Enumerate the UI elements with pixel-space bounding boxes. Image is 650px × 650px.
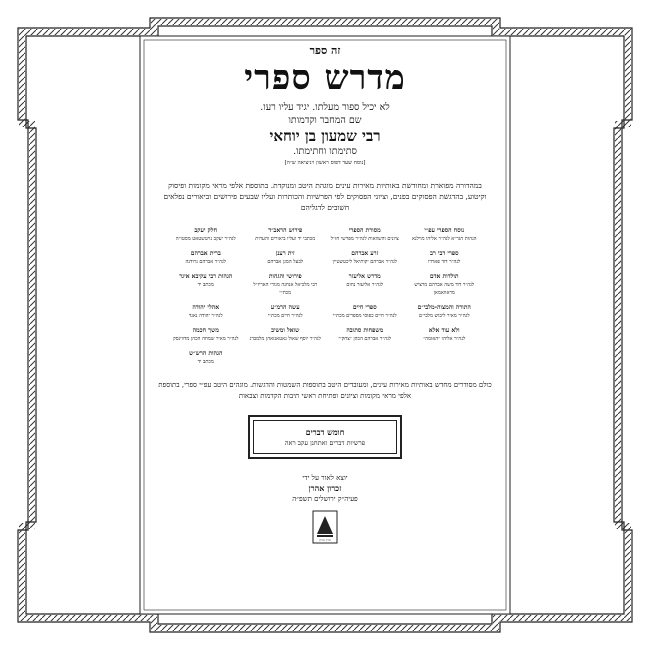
publisher-block: [150, 473, 500, 504]
commentary-item: [329, 350, 401, 366]
commentary-title: נוסח הספרי עפ״י: [424, 227, 465, 234]
edition-description: במהדורה מפוארת ומחודשת באותיות מאירות עינים מוגהת היטב ומנוקדת. בתוספת אלפי מראי מקומות ופיסוק וקיטוע, בהדגשת הפסוקים בפנים, וציוני הפסוקים לפי הפרשיות והכותרות ועליו שבעים פירושים וביאורים נפלאים חשובים לדגליהם: [163, 181, 487, 212]
commentary-title: ספרי חיים: [352, 304, 377, 311]
commentary-item: [329, 250, 401, 266]
commentary-title: ספרי דבי רב: [429, 250, 459, 257]
commentary-item: [409, 350, 481, 366]
commentary-author: לגה״ר יעקב נויטשטאט מסטו״ה: [175, 236, 236, 242]
commentary-title: הגהות רבי עקיבא איגר: [179, 273, 233, 280]
commentary-author: לגה״ר אברהם גרודנה: [185, 259, 227, 265]
author-outro: סתימתו וחתימתו.: [293, 146, 357, 157]
commentary-title: ולא עוד אלא: [428, 327, 460, 334]
commentary-item: [170, 327, 242, 343]
commentary-author: מכתבי יד ועליו ביאורים והערות: [255, 236, 316, 242]
commentary-author: לגה״ר יהודה נאגד: [188, 313, 223, 319]
commentary-author: לגה״ר מאיר שמחה הכהן מדווינסק: [172, 336, 239, 342]
main-title: מדרש ספרי: [244, 58, 406, 98]
commentary-author: מכתב יד: [197, 282, 214, 288]
commentary-item: [409, 227, 481, 243]
commentary-item: [250, 250, 322, 266]
commentary-title: התורה והמצוה-מלבי״ם: [417, 304, 471, 311]
author-name: רבי שמעון בן יוחאי: [269, 127, 381, 145]
commentary-author: לגה״ר אליהו ״האזמה״: [423, 336, 466, 342]
commentary-item: [170, 273, 242, 297]
commentary-item: [329, 304, 401, 320]
closing-description: כולם מסודרים מחדש באותיות מאירות עינים, ומעובדים היטב בתוספות השמטות והדגשות. מוגהים היטב עפ״י ספרי, בתוספת אלפי מראי מקומות וציונים ופתיחת ראשי תיבות הקדמות וצבאות: [158, 381, 492, 400]
commentary-author: לגה״ר דוד משה אברהם מרציש מראוואמאן: [414, 282, 475, 296]
commentary-author: לגה״ר אברהם הכהן ״צחקי״: [338, 336, 392, 342]
commentary-item: [170, 350, 242, 366]
commentary-item: [170, 304, 242, 320]
commentary-title: עשה הרמ״ע: [270, 304, 300, 311]
commentary-author: לגה״ר חיים כפוסי מספרים מכת״י: [332, 313, 397, 319]
publisher-place: פעיה״ק ירושלים תשפ״ה: [292, 495, 358, 503]
publisher-logo-icon: [312, 510, 338, 544]
publisher-intro: יוצא לאור על ידי: [302, 474, 348, 482]
publisher-name: זכרון אהרן: [308, 483, 342, 493]
commentary-title: זרע אברהם: [351, 250, 379, 257]
commentary-item: [250, 304, 322, 320]
commentary-item: [409, 327, 481, 343]
commentary-title: משפחות סתובה: [346, 327, 384, 334]
commentary-item: [250, 350, 322, 366]
commentary-title: תולדות אדם: [429, 273, 459, 280]
commentary-title: מדרש אליעזר: [348, 273, 381, 280]
volume-box: [248, 415, 402, 459]
edition-note: [נוסח שעד דפוס ראשון ויניציאה ש״ה]: [284, 160, 366, 166]
commentary-author: לגה״ר דוד פארדו: [428, 259, 461, 265]
commentary-item: [329, 327, 401, 343]
commentary-title: משך חכמה: [192, 327, 219, 334]
publisher-logo: [312, 510, 338, 548]
commentary-author: לגה״ר מאיר ליבוש מלבי״ם: [418, 313, 470, 319]
commentary-author: לגה״ר יוסף שאול נאטאנזאהן מלמברג: [249, 336, 321, 342]
commentary-author: לגה״ר אליעזר נחום: [346, 282, 384, 288]
commentary-item: [329, 227, 401, 243]
author-intro: שם המחבר וקדמותו: [288, 115, 362, 126]
commentary-title: פירושי והגהות: [268, 273, 302, 280]
commentary-title: אהלי יהודה: [192, 304, 220, 311]
commentary-author: הגהות הגר״א לגה״ר אליהו מוילנא: [411, 236, 477, 242]
title-page-content: [150, 42, 500, 608]
commentary-item: [409, 273, 481, 297]
commentary-author: לגה״ר חיים מכת״י: [267, 313, 303, 319]
commentary-item: [250, 273, 322, 297]
commentary-title: זית רענן: [275, 250, 295, 257]
commentary-item: [170, 250, 242, 266]
commentary-author: ציונים והשוואות לגה״ר מפרשי חז״ל: [330, 236, 399, 242]
publisher-logo-text: זכרון אהרן: [318, 538, 332, 542]
verse-line: לא יכיל ספור מעלתו. יגיד עליו רעו.: [260, 102, 390, 113]
commentary-item: [250, 327, 322, 343]
commentary-title: ברית אברהם: [190, 250, 221, 257]
commentary-title: הגהות הרש״ש: [189, 350, 223, 357]
commentary-author: לגה״ר אברהם יקותיאל ליכטשטיין: [332, 259, 397, 265]
commentary-item: [329, 273, 401, 297]
commentary-author: מכתב יד: [197, 359, 214, 365]
commentaries-grid: [170, 227, 480, 366]
commentary-item: [409, 250, 481, 266]
pre-title: זה ספר: [309, 44, 341, 57]
commentary-item: [170, 227, 242, 243]
commentary-title: חלק יעקב: [194, 227, 218, 234]
commentary-item: [409, 304, 481, 320]
volume-subtitle: פרשיות דברים ואתחנן עקב ראה: [284, 438, 366, 447]
commentary-title: מסורת הספרי: [348, 227, 381, 234]
volume-title: חומש דברים: [305, 426, 345, 437]
commentary-title: שואל ומשיב: [271, 327, 300, 334]
commentary-title: פירוש הראב״ד: [268, 227, 303, 234]
commentary-author: לבעל המגן אברהם: [267, 259, 304, 265]
commentary-author: רבי מלכיאל אנחנה מגורי האריז״ל מכת״י: [253, 282, 318, 296]
commentary-item: [250, 227, 322, 243]
